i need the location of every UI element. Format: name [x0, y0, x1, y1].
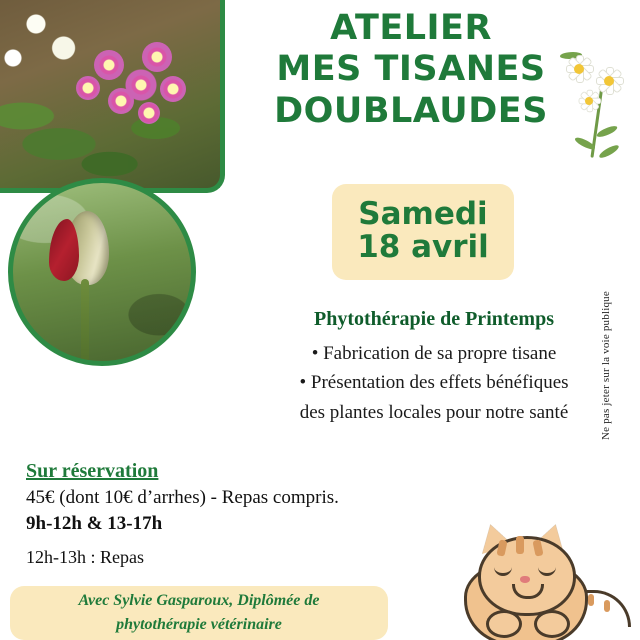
program-bullet: • Présentation des effets bénéfiques: [299, 372, 569, 394]
sprig-leaf: [598, 144, 621, 160]
red-poppy-bud-photo: [8, 178, 196, 366]
cat-paw-right: [534, 610, 570, 638]
speaker-line-1: Avec Sylvie Gasparoux, Diplômée de: [78, 592, 320, 609]
cat-tail-stripe: [588, 594, 594, 606]
speaker-banner: [10, 586, 388, 640]
date-weekday: Samedi: [358, 195, 488, 232]
sprig-leaf: [595, 124, 618, 138]
daisy-sprig-icon: [560, 52, 638, 162]
legal-note: Ne pas jeter sur la voie publique: [600, 291, 612, 440]
program-subtitle: Phytothérapie de Printemps: [314, 308, 554, 330]
cat-head-stripe: [516, 536, 524, 554]
title-line-2: MES TISANES: [276, 49, 546, 90]
poppy-stem-shape: [81, 279, 89, 363]
cat-nose: [520, 576, 530, 583]
program-bullet: des plantes locales pour notre santé: [299, 401, 569, 423]
title-line-3: DOUBLAUDES: [274, 90, 548, 131]
speaker-line-2: phytothérapie vétérinaire: [116, 616, 282, 633]
primrose-blooms-decoration: [0, 0, 220, 188]
primrose-flowers-photo: [0, 0, 225, 193]
reservation-price: 45€ (dont 10€ d’arrhes) - Repas compris.: [26, 487, 339, 508]
daisy-flower-icon: [564, 54, 594, 84]
page-title: [236, 8, 586, 132]
daisy-flower-icon: [577, 89, 601, 113]
program-bullet: • Fabrication de sa propre tisane: [311, 343, 557, 364]
date-day-month: 18 avril: [357, 229, 489, 266]
program-section: [244, 308, 624, 427]
title-line-1: ATELIER: [330, 8, 492, 48]
reservation-meal: 12h-13h : Repas: [26, 547, 144, 567]
reservation-title: Sur réservation: [26, 460, 159, 482]
reservation-section: [26, 460, 446, 568]
reservation-hours: 9h-12h & 13-17h: [26, 513, 163, 534]
cat-paw-left: [486, 610, 522, 638]
cat-mascot-icon: [438, 528, 638, 640]
cat-tail-stripe: [604, 600, 610, 612]
date-badge: [332, 184, 514, 280]
